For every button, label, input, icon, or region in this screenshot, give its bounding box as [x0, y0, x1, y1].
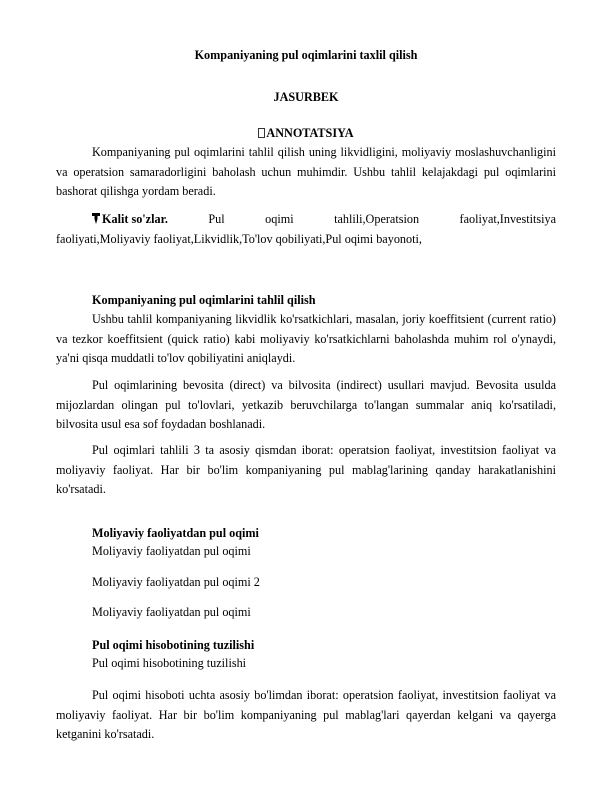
section1-heading: Kompaniyaning pul oqimlarini tahlil qilish [92, 293, 316, 307]
annotation-heading-row [56, 124, 556, 144]
section3-line: Pul oqimi hisobotining tuzilishi [92, 656, 247, 670]
keyword-word: oqimi [265, 212, 294, 226]
annotation-text: Kompaniyaning pul oqimlarini tahlil qilish uning likvidligini, moliyaviy moslashuvchanligini va operatsion samaradorligini baholash uchun muhimdir. Ushbu tahlil kelajakdagi pul oqimlarini bashorat qilishga yordam beradi. [56, 145, 556, 198]
annotation-heading: ANNOTATSIYA [266, 126, 354, 140]
keywords-label-wrap [92, 210, 168, 230]
section2-line-3: Moliyaviy faoliyatdan pul oqimi [92, 605, 251, 619]
section1-paragraph-2: Pul oqimlarining bevosita (direct) va bilvosita (indirect) usullari mavjud. Bevosita usulda mijozlardan olingan pul to'lovlari, yetkazib beruvchilarga to'langan summalar aniq ko'rsatiladi, bilvosita usul esa sof foydadan boshlanadi. [56, 378, 556, 431]
keywords-label: Kalit so'zlar. [102, 212, 168, 226]
section1-paragraph-3: Pul oqimlari tahlili 3 ta asosiy qismdan iborat: operatsion faoliyat, investitsion faoliyat va moliyaviy faoliyat. Har bir bo'lim kompaniyaning pul mablag'larining qanday harakatlanishini ko'rsatadi. [56, 443, 556, 496]
keyword-word: tahlili,Operatsion [334, 212, 420, 226]
section2-heading: Moliyaviy faoliyatdan pul oqimi [92, 526, 259, 540]
section3-heading: Pul oqimi hisobotining tuzilishi [92, 638, 255, 652]
section1-paragraph-1: Ushbu tahlil kompaniyaning likvidlik ko'rsatkichlari, masalan, joriy koeffitsient (current ratio) va tezkor koeffitsient (quick ratio) kabi moliyaviy ko'rsatkichlarni baholashda muhim rol o'ynaydi, ya'ni qisqa muddatli to'lov qobiliyatini aniqlaydi. [56, 312, 556, 365]
keyword-word: Pul [208, 212, 225, 226]
document-title: Kompaniyaning pul oqimlarini taxlil qilish [194, 48, 418, 62]
section3-paragraph: Pul oqimi hisoboti uchta asosiy bo'limdan iborat: operatsion faoliyat, investitsion faoliyat va moliyaviy faoliyat. Har bir bo'lim kompaniyaning pul mablag'lari qayerdan kelgani va qayerga ketganini ko'rsatadi. [56, 688, 556, 741]
placeholder-glyph-icon [258, 128, 265, 138]
pin-icon [92, 213, 100, 224]
section2-line-2: Moliyaviy faoliyatdan pul oqimi 2 [92, 575, 260, 589]
keyword-word: faoliyat,Investitsiya [459, 212, 556, 226]
keywords-line-1 [56, 210, 556, 230]
author-name: JASURBEK [273, 90, 339, 104]
section2-line-1: Moliyaviy faoliyatdan pul oqimi [92, 544, 251, 558]
keywords-block [56, 210, 556, 249]
keywords-line-2: faoliyati,Moliyaviy faoliyat,Likvidlik,To'lov qobiliyati,Pul oqimi bayonoti, [56, 231, 422, 246]
